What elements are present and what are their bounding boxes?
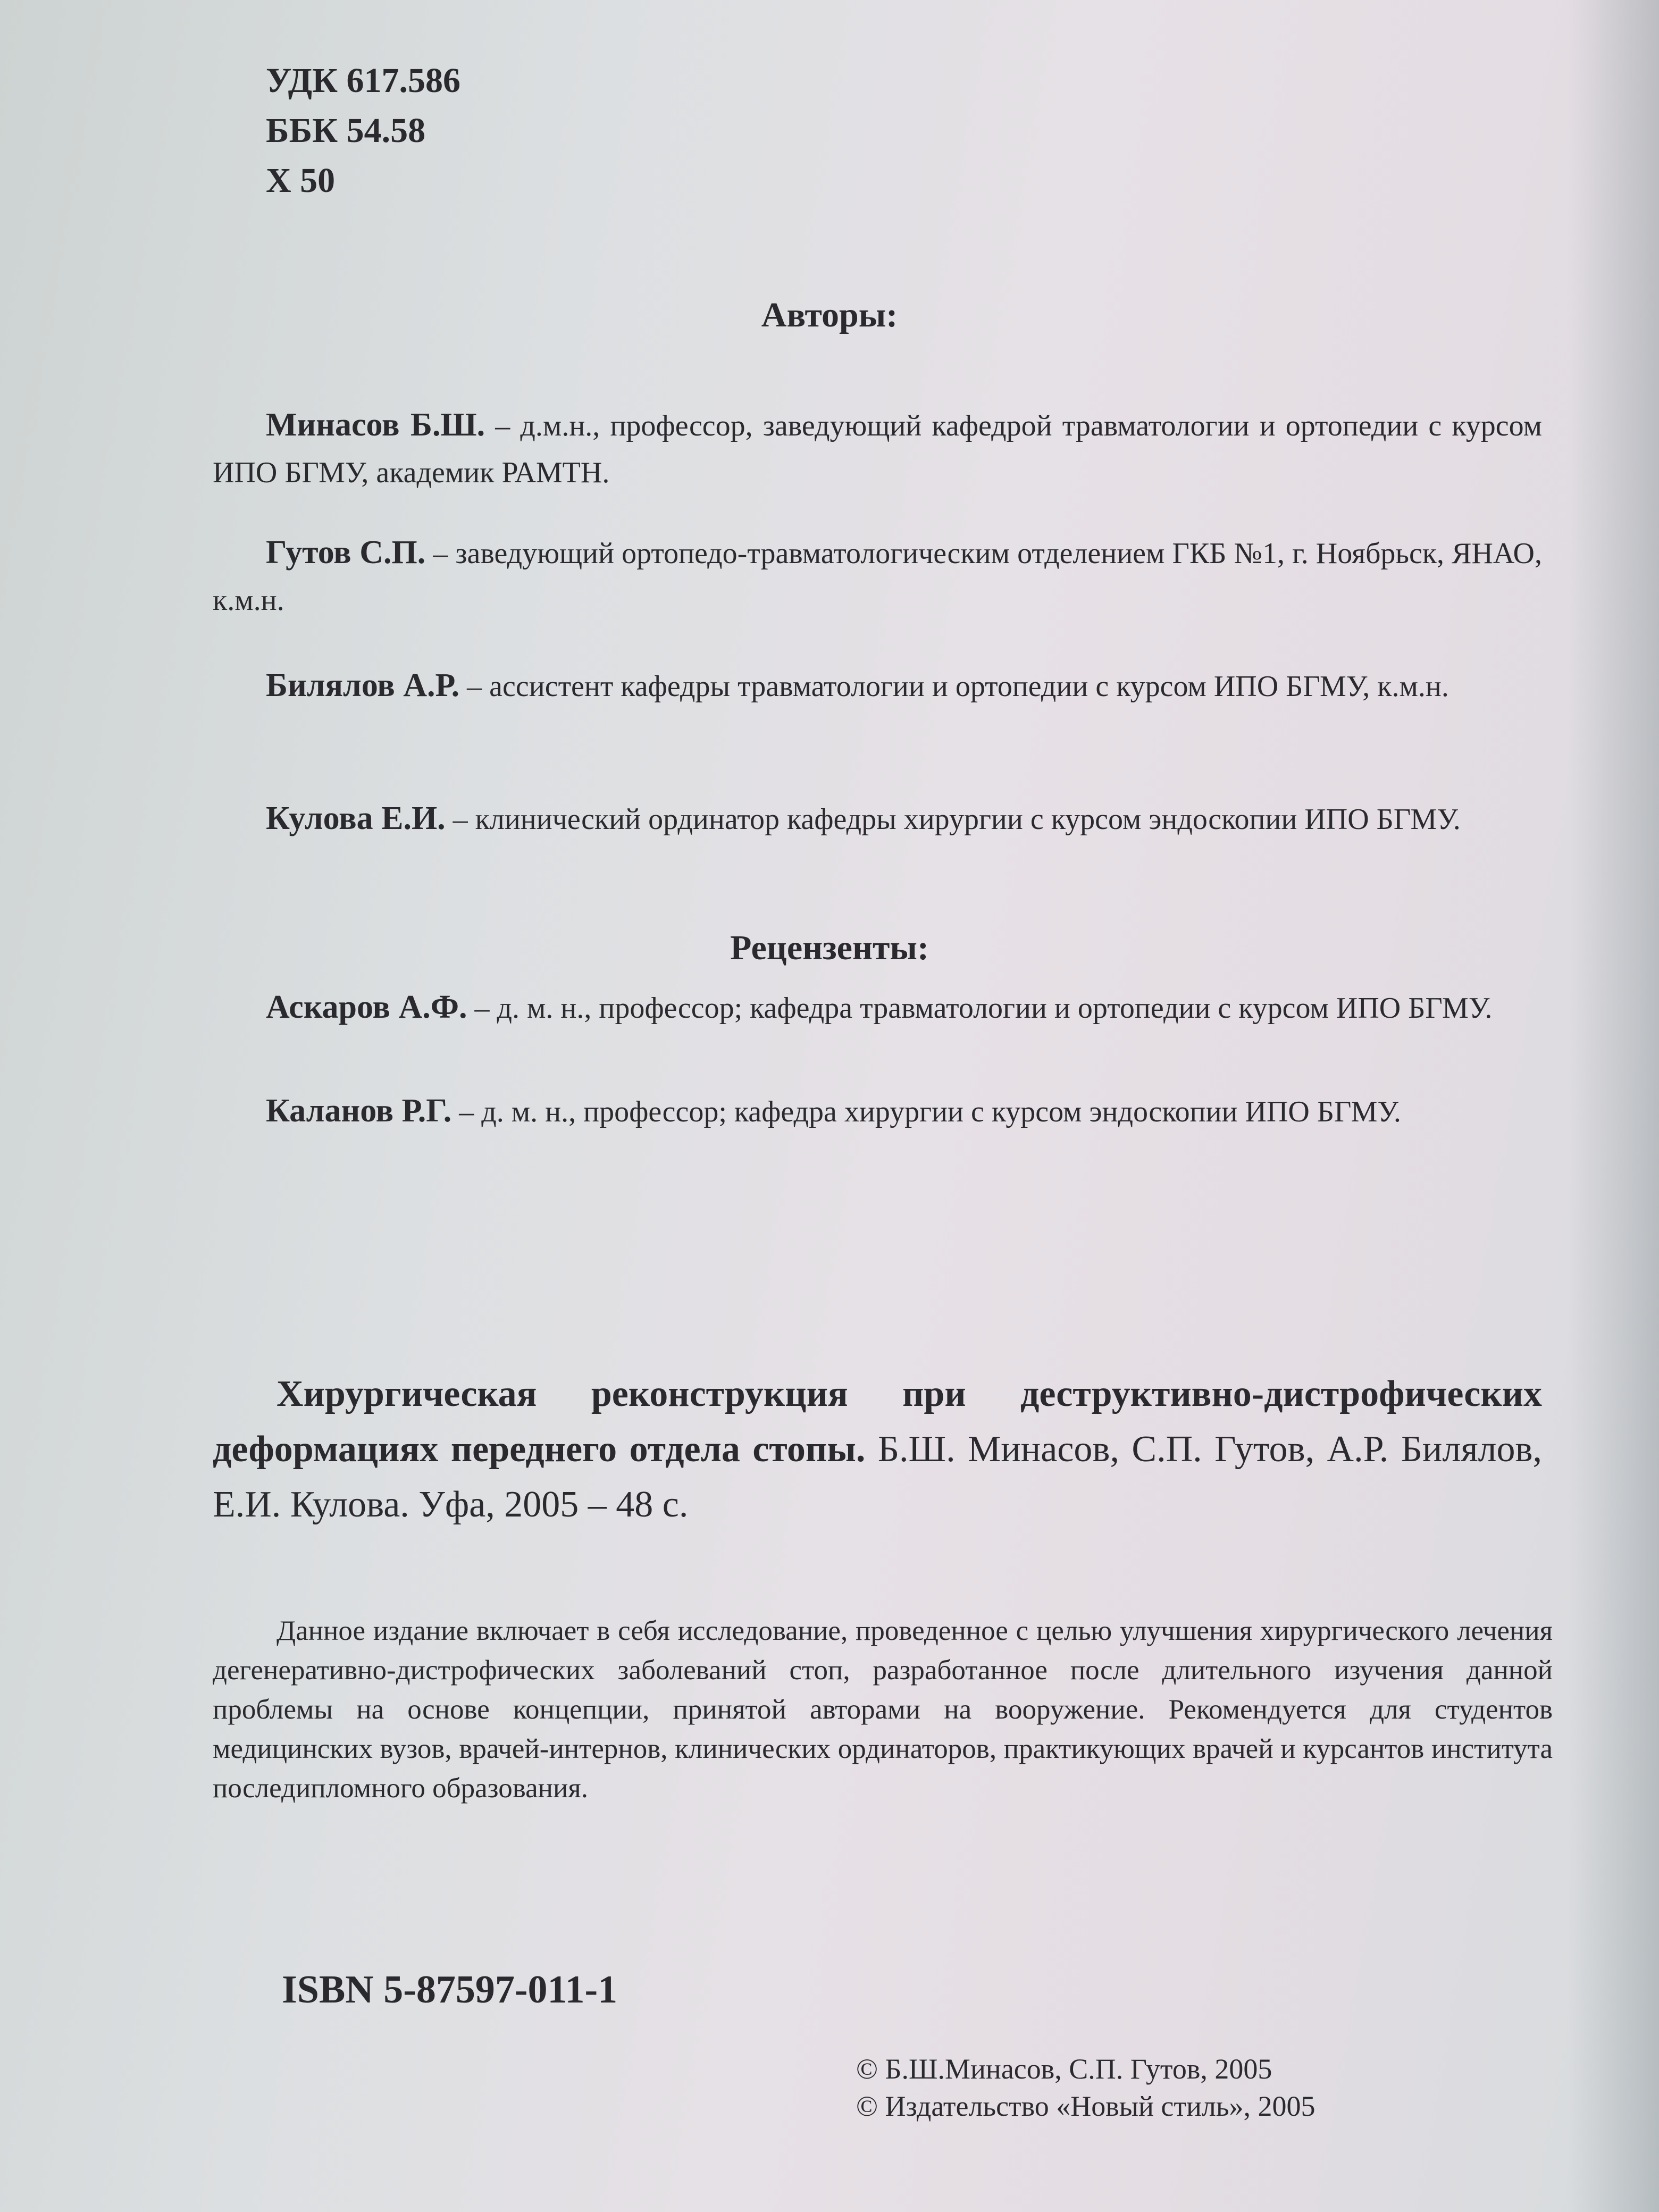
reviewer-entry xyxy=(213,984,1542,1032)
bibliographic-details: Б.Ш. Минасов, С.П. Гутов, А.Р. Билялов, Е.И. Кулова. Уфа, 2005 – 48 с. xyxy=(213,1429,1542,1525)
author-entry xyxy=(213,662,1542,710)
reviewer-description: – д. м. н., профессор; кафедра хирургии с курсом эндоскопии ИПО БГМУ. xyxy=(459,1095,1401,1128)
author-name: Гутов С.П. xyxy=(266,534,426,571)
author-description: – заведующий ортопедо-травматологическим отделением ГКБ №1, г. Ноябрьск, ЯНАО, к.м.н. xyxy=(213,537,1542,617)
author-entry xyxy=(213,529,1542,624)
bbk-code: ББК 54.58 xyxy=(266,111,426,150)
reviewer-name: Аскаров А.Ф. xyxy=(266,989,467,1025)
copyright-line: © Б.Ш.Минасов, С.П. Гутов, 2005 xyxy=(856,2053,1272,2085)
reviewer-entry xyxy=(213,1087,1542,1135)
author-description: – клинический ординатор кафедры хирургии с курсом эндоскопии ИПО БГМУ. xyxy=(453,803,1461,836)
authors-heading: Авторы: xyxy=(761,296,898,334)
author-description: – д.м.н., профессор, заведующий кафедрой травматологии и ортопедии с курсом ИПО БГМУ, академик РАМТН. xyxy=(213,409,1543,489)
author-name: Билялов А.Р. xyxy=(266,667,460,703)
author-entry xyxy=(213,795,1542,843)
bibliographic-record xyxy=(213,1367,1542,1532)
reviewers-heading: Рецензенты: xyxy=(730,928,929,967)
reviewer-name: Каланов Р.Г. xyxy=(266,1093,452,1129)
copyright-line: © Издательство «Новый стиль», 2005 xyxy=(856,2090,1316,2122)
author-entry xyxy=(213,401,1542,496)
isbn: ISBN 5-87597-011-1 xyxy=(282,1968,618,2012)
annotation-paragraph: Данное издание включает в себя исследование, проведенное с целью улучшения хирургического лечения дегенеративно-дистрофических заболеваний стоп, разработанное после длительного изучения данной проблемы на основе концепции, принятой авторами на вооружение. Рекомендуется для студентов медицинских вузов, врачей-интернов, клинических ординаторов, практикующих врачей и курсантов института последипломного образования. xyxy=(213,1615,1553,1804)
author-mark-code: Х 50 xyxy=(266,161,336,200)
book-title: Хирургическая реконструкция при деструктивно-дистрофических деформациях переднего отдела стопы. xyxy=(213,1373,1542,1470)
author-description: – ассистент кафедры травматологии и ортопедии с курсом ИПО БГМУ, к.м.н. xyxy=(467,670,1449,703)
author-name: Минасов Б.Ш. xyxy=(266,407,485,443)
udk-code: УДК 617.586 xyxy=(266,61,461,100)
reviewer-description: – д. м. н., профессор; кафедра травматологии и ортопедии с курсом ИПО БГМУ. xyxy=(474,992,1493,1025)
classification-codes xyxy=(266,56,460,206)
author-name: Кулова Е.И. xyxy=(266,800,446,836)
